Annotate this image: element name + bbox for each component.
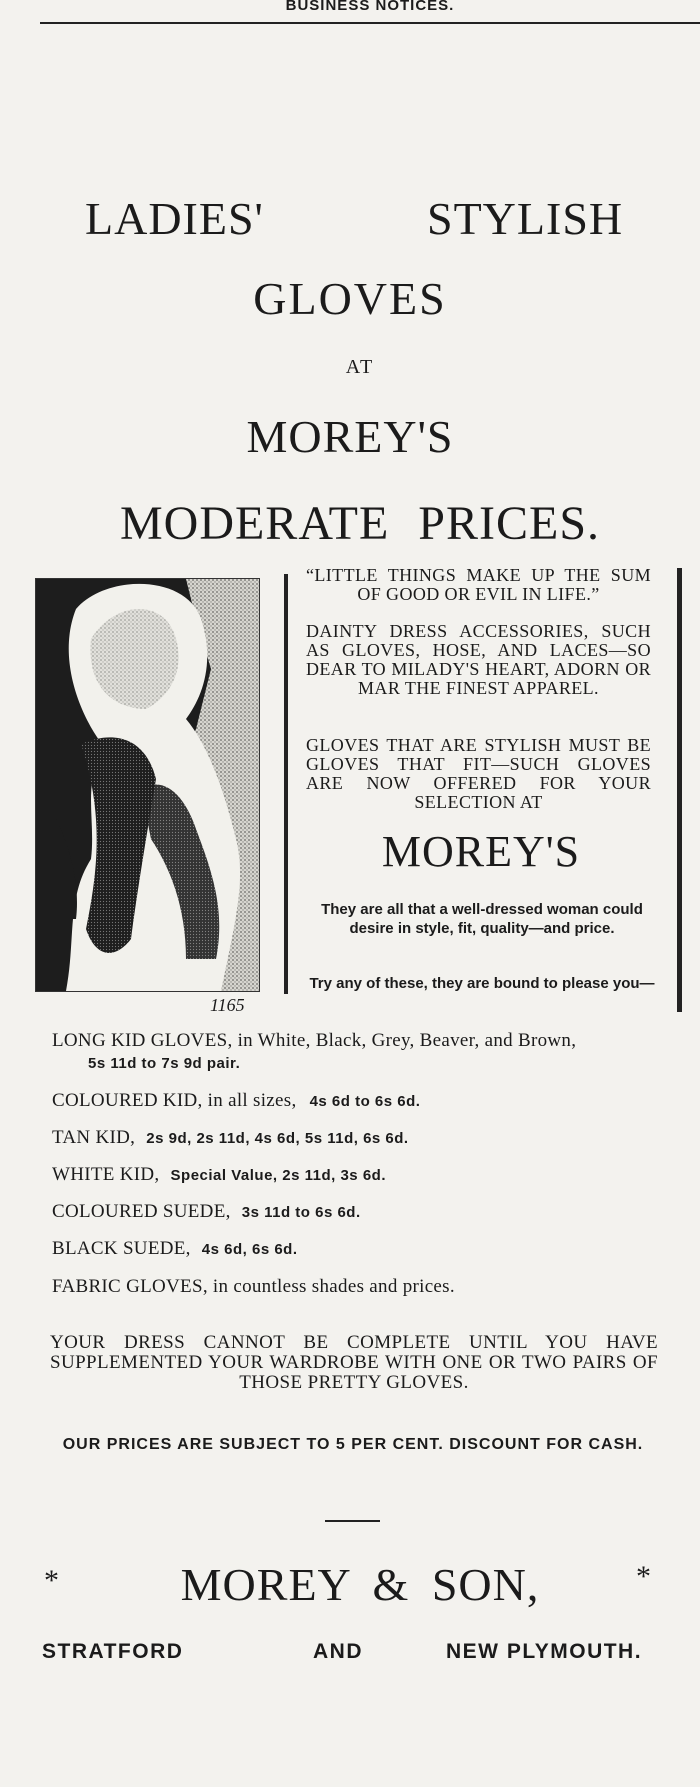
sidebar-para-accessories: DAINTY DRESS ACCESSORIES, SUCH AS GLOVES, HOSE, AND LACES—SO DEAR TO MILADY'S HEART, ADORN OR MAR THE FINEST APPAREL. — [306, 621, 651, 698]
footer-star-left: * — [44, 1564, 59, 1597]
divider-rule — [325, 1520, 380, 1522]
discount-notice: OUR PRICES ARE SUBJECT TO 5 PER CENT. DISCOUNT FOR CASH. — [62, 1436, 644, 1453]
sidebar-left-rule — [284, 574, 288, 994]
item-label: TAN KID, — [52, 1127, 136, 1148]
item-label: COLOURED KID, in all sizes, — [52, 1090, 297, 1111]
section-header: BUSINESS NOTICES. — [285, 0, 455, 14]
footer-town-new-plymouth: NEW PLYMOUTH. — [446, 1640, 643, 1663]
footer-company-name: MOREY & SON, — [180, 1559, 540, 1610]
sidebar-para-fit: GLOVES THAT ARE STYLISH MUST BE GLOVES THAT FIT—SUCH GLOVES ARE NOW OFFERED FOR YOUR SELECTION AT — [306, 735, 651, 812]
headline-moderate-prices: MODERATE PRICES. — [119, 497, 601, 550]
list-item — [52, 1030, 677, 1052]
header-rule — [40, 22, 700, 24]
footer-town-stratford: STRATFORD — [42, 1640, 184, 1663]
footer-star-right: * — [636, 1560, 651, 1593]
list-item — [52, 1238, 677, 1260]
list-item — [52, 1276, 677, 1298]
sidebar-para-try: Try any of these, they are bound to please you— — [309, 975, 655, 992]
sidebar-right-rule — [677, 568, 682, 1012]
headline-moreys: MOREY'S — [246, 411, 454, 462]
sidebar-para-desire: They are all that a well-dressed woman could desire in style, fit, quality—and price. — [321, 901, 643, 937]
list-item — [52, 1201, 677, 1223]
item-price: 2s 9d, 2s 11d, 4s 6d, 5s 11d, 6s 6d. — [146, 1130, 409, 1147]
illustration-signature: 1165 — [210, 995, 245, 1015]
footer-and: AND — [313, 1640, 363, 1663]
sidebar-quote: “LITTLE THINGS MAKE UP THE SUM OF GOOD OR EVIL IN LIFE.” — [306, 565, 651, 604]
item-price: Special Value, 2s 11d, 3s 6d. — [170, 1167, 386, 1184]
list-item — [52, 1164, 677, 1186]
item-label: FABRIC GLOVES, in countless shades and prices. — [52, 1276, 455, 1297]
lady-silhouette-icon — [36, 579, 259, 991]
item-price: 3s 11d to 6s 6d. — [241, 1204, 361, 1221]
headline-gloves: GLOVES — [253, 273, 447, 324]
item-label: COLOURED SUEDE, — [52, 1201, 231, 1222]
item-price: 4s 6d, 6s 6d. — [201, 1241, 298, 1258]
headline-ladies: LADIES' — [85, 193, 264, 244]
list-item — [52, 1127, 677, 1149]
lady-illustration — [35, 578, 260, 992]
closing-paragraph: YOUR DRESS CANNOT BE COMPLETE UNTIL YOU HAVE SUPPLEMENTED YOUR WARDROBE WITH ONE OR TWO PAIRS OF THOSE PRETTY GLOVES. — [50, 1332, 658, 1393]
item-label: WHITE KID, — [52, 1164, 160, 1185]
item-label: BLACK SUEDE, — [52, 1238, 191, 1259]
item-price: 5s 11d to 7s 9d pair. — [88, 1055, 241, 1072]
headline-stylish: STYLISH — [427, 193, 624, 244]
list-item — [52, 1090, 677, 1112]
item-label: LONG KID GLOVES, in White, Black, Grey, Beaver, and Brown, — [52, 1030, 577, 1051]
headline-at: AT — [345, 356, 375, 378]
item-price: 4s 6d to 6s 6d. — [309, 1093, 421, 1110]
sidebar-brand: MOREY'S — [381, 827, 581, 876]
